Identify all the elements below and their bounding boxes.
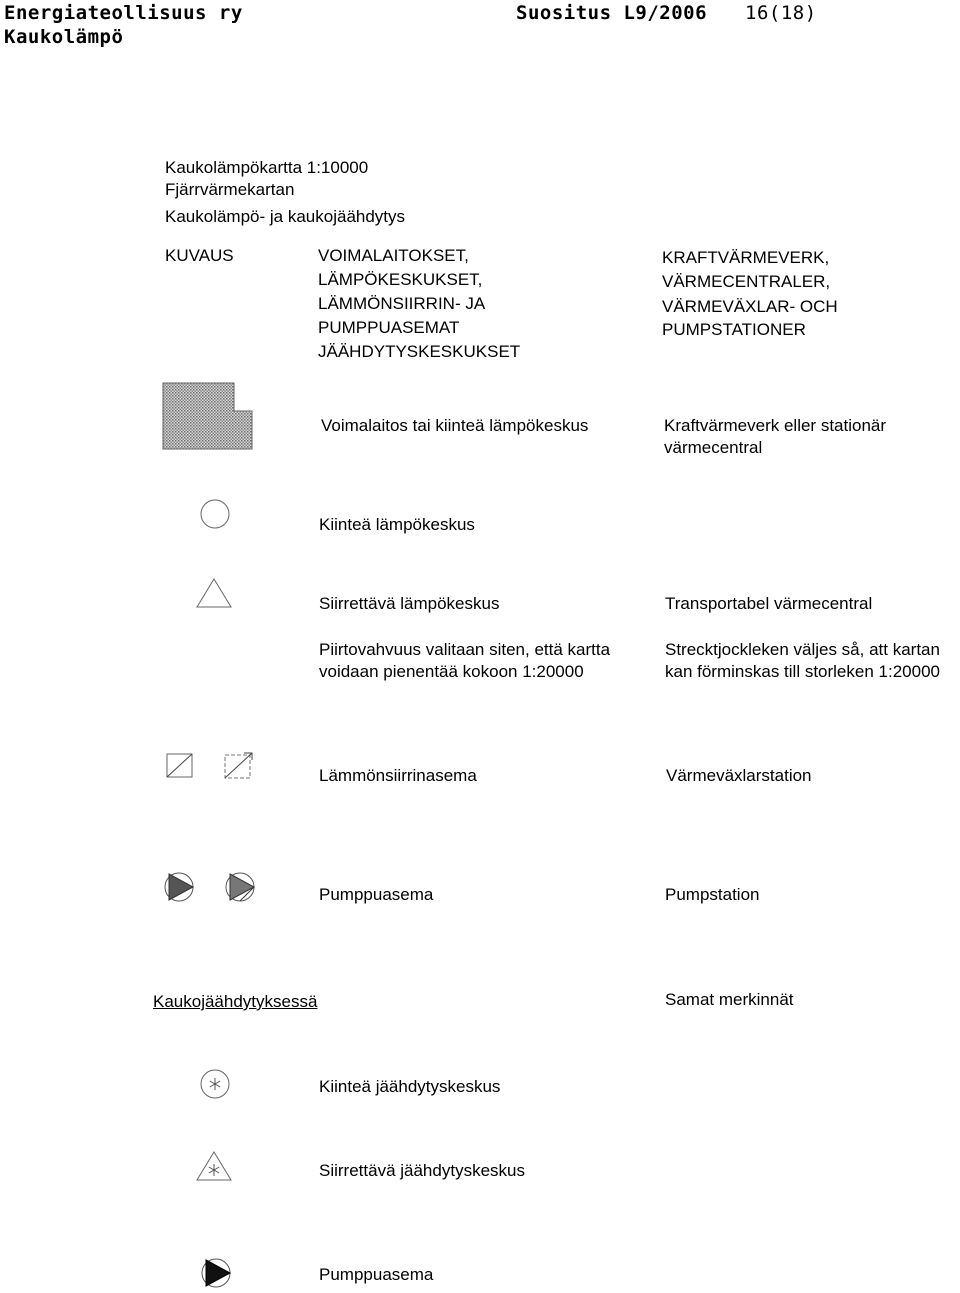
fixed-heat-fi: Kiinteä lämpökeskus [319,515,475,534]
header-subject: Kaukolämpö [4,26,124,48]
heat-exchanger-sv: Värmeväxlarstation [666,766,812,785]
section-title: Kaukolämpö- ja kaukojäähdytys [165,207,406,226]
line-note-fi-2: voidaan pienentää kokoon 1:20000 [319,662,584,681]
pump-triangle-in-circle-icon [163,871,195,903]
line-note-fi-1: Piirtovahvuus valitaan siten, että kartta [319,640,611,659]
circle-icon [200,499,230,529]
sv-heading-1: KRAFTVÄRMEVERK, [662,248,830,267]
fi-heading-4: PUMPPUASEMAT [318,318,460,337]
map-title: Kaukolämpökartta 1:10000 [165,158,369,177]
triangle-icon [196,578,232,608]
cooling-pump-icon [200,1257,232,1289]
mobile-heat-sv: Transportabel värmecentral [665,594,873,613]
fi-heading-1: VOIMALAITOKSET, [318,246,469,265]
line-note-sv-1: Strecktjockleken väljes så, att kartan [665,640,940,659]
fixed-cooling-fi: Kiinteä jäähdytyskeskus [319,1077,501,1096]
pump-station-fi: Pumppuasema [319,885,434,904]
sv-heading-4: PUMPSTATIONER [662,320,806,339]
fi-heading-2: LÄMPÖKESKUKSET, [318,270,483,289]
line-note-sv-2: kan förminskas till storleken 1:20000 [665,662,940,681]
map-title-sv: Fjärrvärmekartan [165,180,295,199]
pump-arrow-icon [224,871,258,903]
power-plant-fi: Voimalaitos tai kiinteä lämpökeskus [321,416,589,435]
fi-heading-5: JÄÄHDYTYSKESKUKSET [318,342,521,361]
heat-exchanger-arrow-icon [224,751,256,781]
header-org: Energiateollisuus ry [4,2,243,24]
power-plant-block-icon [163,383,253,449]
mobile-heat-fi: Siirrettävä lämpökeskus [319,594,500,613]
power-plant-sv-2: värmecentral [664,438,763,457]
kuvaus-heading: KUVAUS [165,246,234,265]
header-page-number: 16(18) [745,2,817,24]
fi-heading-3: LÄMMÖNSIIRRIN- JA [318,294,486,313]
cooling-pump-fi: Pumppuasema [319,1265,434,1284]
sv-heading-2: VÄRMECENTRALER, [662,272,831,291]
snowflake-triangle-icon [196,1151,232,1181]
cooling-heading: Kaukojäähdytyksessä [153,992,318,1011]
cooling-same-marks: Samat merkinnät [665,990,794,1009]
snowflake-circle-icon [200,1069,230,1099]
sv-heading-3: VÄRMEVÄXLAR- OCH [662,297,838,316]
power-plant-sv-1: Kraftvärmeverk eller stationär [664,416,887,435]
pump-station-sv: Pumpstation [665,885,760,904]
header-doc-ref: Suositus L9/2006 [516,2,708,24]
heat-exchanger-fi: Lämmönsiirrinasema [319,766,477,785]
mobile-cooling-fi: Siirrettävä jäähdytyskeskus [319,1161,525,1180]
heat-exchanger-square-icon [166,753,194,779]
